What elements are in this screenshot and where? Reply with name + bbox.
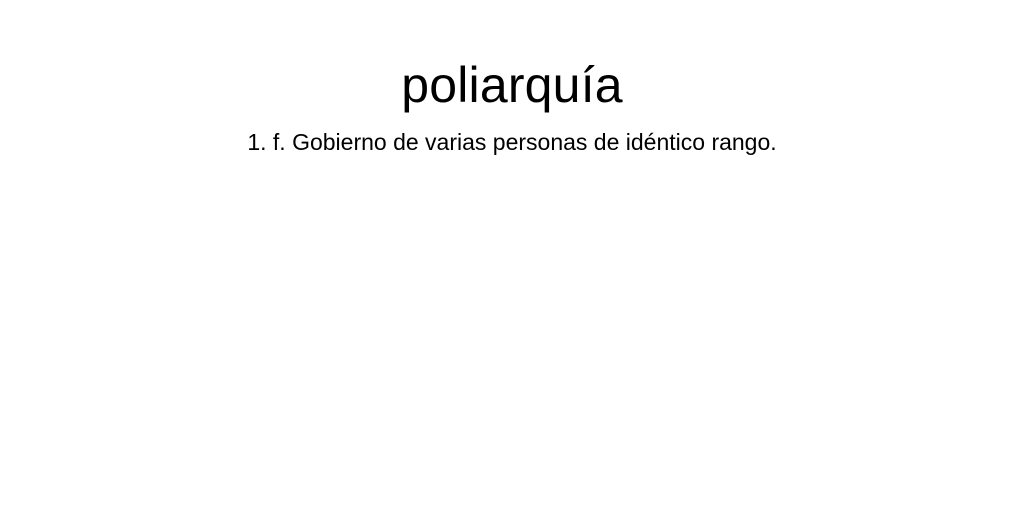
- dictionary-entry: [0, 0, 1024, 156]
- entry-headword: poliarquía: [401, 57, 623, 113]
- entry-definition: 1. f. Gobierno de varias personas de idéntico rango.: [247, 129, 777, 155]
